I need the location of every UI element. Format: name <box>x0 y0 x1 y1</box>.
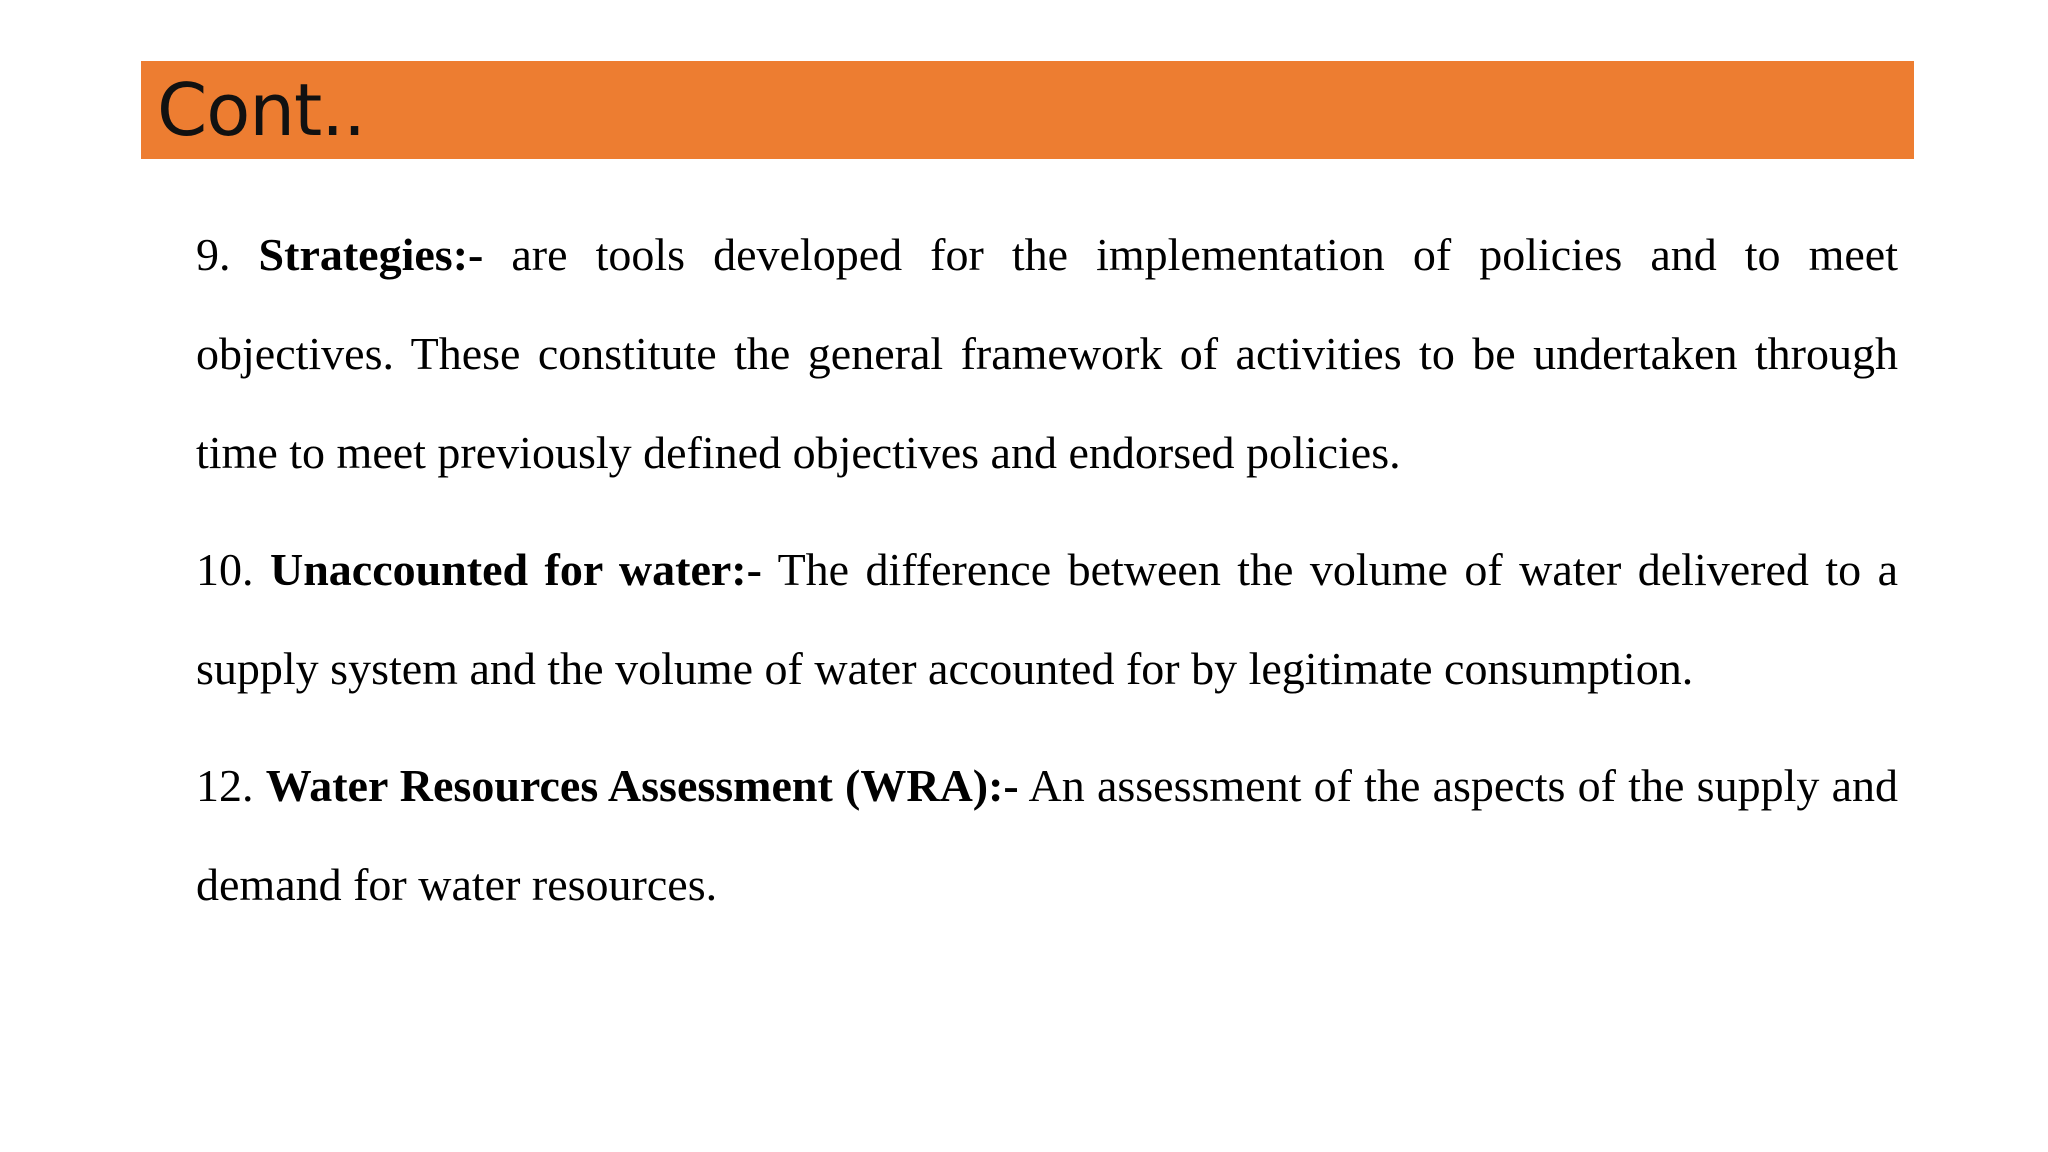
item-term: Water Resources Assessment (WRA):- <box>265 760 1019 811</box>
item-term: Unaccounted for water:- <box>269 544 762 595</box>
slide-title: Cont.. <box>157 68 365 152</box>
item-term: Strategies:- <box>258 229 484 280</box>
item-number: 12. <box>196 760 254 811</box>
item-text: An assessment of the aspects of the supply and demand for water resources. <box>196 760 1899 910</box>
slide-body <box>196 205 1898 952</box>
item-text: are tools developed for the implementation of policies and to meet objectives. These constitute the general framework of activities to be undertaken through time to meet previously defined objectives and endorsed policies. <box>196 229 1898 478</box>
title-bar <box>141 61 1914 159</box>
definition-item-wra <box>196 736 1898 934</box>
definition-item-strategies <box>196 205 1898 502</box>
definition-item-unaccounted-water <box>196 520 1898 718</box>
item-text: The difference between the volume of water delivered to a supply system and the volume of water accounted for by legitimate consumption. <box>196 544 1899 694</box>
item-number: 9. <box>196 229 231 280</box>
item-number: 10. <box>196 544 254 595</box>
